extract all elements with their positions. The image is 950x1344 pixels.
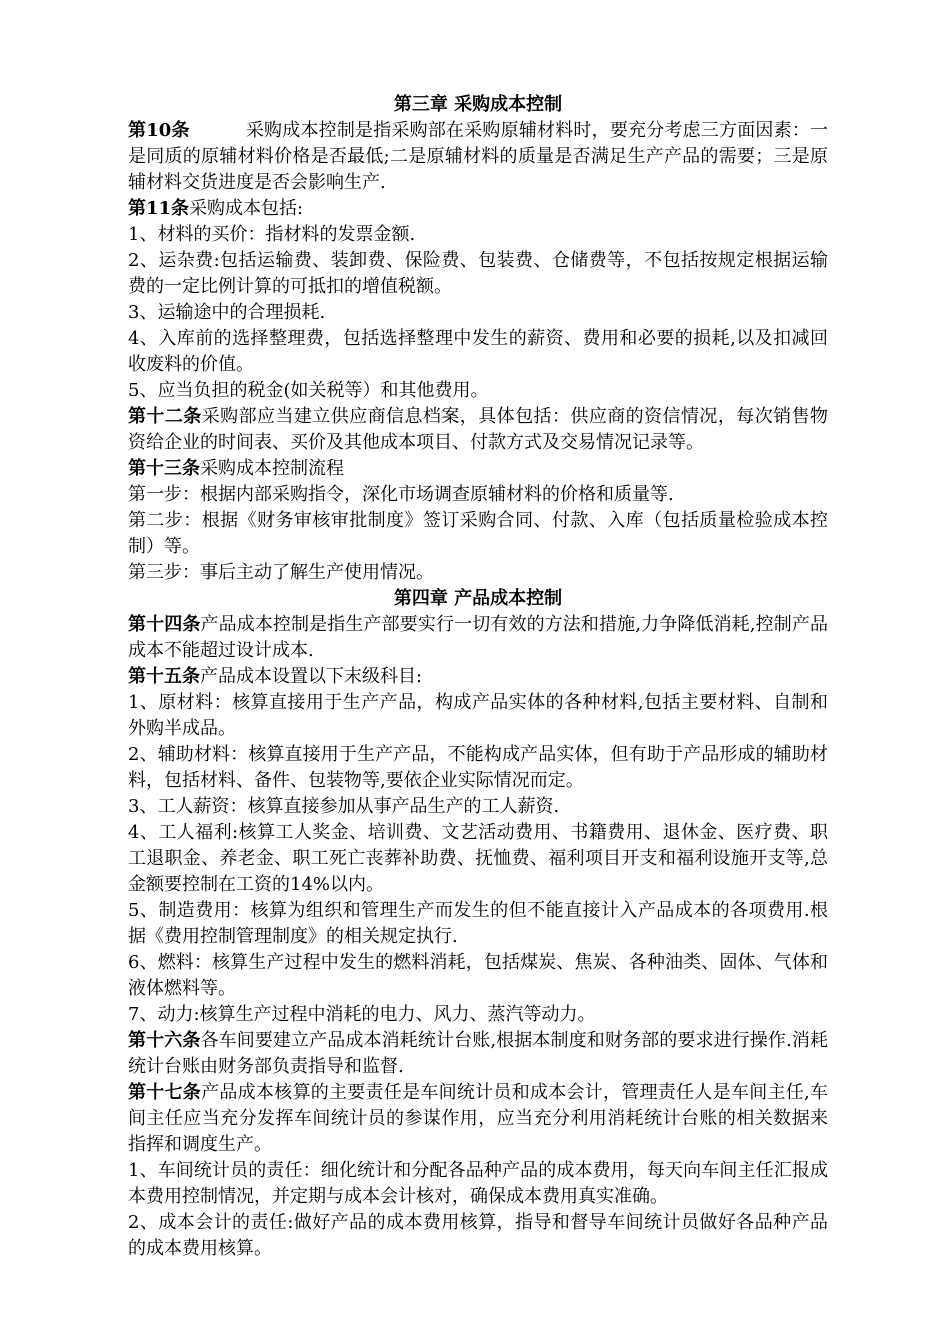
- article-13-text: 采购成本控制流程: [200, 458, 344, 479]
- article-15-item: 1、原材料：核算直接用于生产产品，构成产品实体的各种材料,包括主要材料、自制和外购半成品。: [128, 692, 828, 739]
- article-16-text: 各车间要建立产品成本消耗统计台账,根据本制度和财务部的要求进行操作.消耗统计台账由财务部负责指导和监督.: [128, 1030, 828, 1077]
- article-12-text: 采购部应当建立供应商信息档案，具体包括：供应商的资信情况，每次销售物资给企业的时间表、买价及其他成本项目、付款方式及交易情况记录等。: [128, 406, 829, 453]
- article-15-item: 7、动力:核算生产过程中消耗的电力、风力、蒸汽等动力。: [128, 1004, 596, 1025]
- article-15: [128, 664, 828, 690]
- article-10: [128, 118, 828, 196]
- article-15-item: 4、工人福利:核算工人奖金、培训费、文艺活动费用、书籍费用、退休金、医疗费、职工退职金、养老金、职工死亡丧葬补助费、抚恤费、福利项目开支和福利设施开支等,总金额要控制在工资的14%以内。: [128, 822, 828, 895]
- chapter-3-title: 第三章 采购成本控制: [393, 94, 563, 115]
- article-16: [128, 1028, 828, 1080]
- article-10-text: 采购成本控制是指采购部在采购原辅材料时，要充分考虑三方面因素：一是同质的原辅材料价格是否最低;二是原辅材料的质量是否满足生产产品的需要；三是原辅材料交货进度是否会影响生产.: [128, 120, 828, 193]
- article-17-item: 1、车间统计员的责任：细化统计和分配各品种产品的成本费用，每天向车间主任汇报成本费用控制情况，并定期与成本会计核对，确保成本费用真实准确。: [128, 1160, 828, 1207]
- article-13-step: 第二步：根据《财务审核审批制度》签订采购合同、付款、入库（包括质量检验成本控制）等。: [128, 510, 828, 557]
- article-13-step: 第三步：事后主动了解生产使用情况。: [128, 562, 434, 583]
- article-14: [128, 612, 828, 664]
- article-10-label: 第10条: [128, 120, 190, 141]
- article-11-label: 第11条: [128, 198, 190, 219]
- article-11: [128, 196, 828, 222]
- article-17-label: 第十七条: [128, 1082, 202, 1103]
- article-11-item: 1、材料的买价：指材料的发票金额.: [128, 224, 416, 245]
- article-11-item: 2、运杂费:包括运输费、装卸费、保险费、包装费、仓储费等，不包括按规定根据运输费的一定比例计算的可抵扣的增值税额。: [128, 250, 828, 297]
- article-15-label: 第十五条: [128, 666, 200, 687]
- article-15-item: 3、工人薪资：核算直接参加从事产品生产的工人薪资.: [128, 796, 560, 817]
- article-11-text: 采购成本包括:: [189, 198, 304, 219]
- article-11-item: 5、应当负担的税金(如关税等）和其他费用。: [128, 380, 489, 401]
- article-13-step: 第一步：根据内部采购指令，深化市场调查原辅材料的价格和质量等.: [128, 484, 674, 505]
- article-11-item: 4、入库前的选择整理费，包括选择整理中发生的薪资、费用和必要的损耗,以及扣减回收废料的价值。: [128, 328, 828, 375]
- article-17-text: 产品成本核算的主要责任是车间统计员和成本会计，管理责任人是车间主任,车间主任应当充分发挥车间统计员的参谋作用，应当充分利用消耗统计台账的相关数据来指挥和调度生产。: [128, 1082, 829, 1155]
- article-12-label: 第十二条: [128, 406, 202, 427]
- article-12: [128, 404, 828, 456]
- article-15-item: 5、制造费用：核算为组织和管理生产而发生的但不能直接计入产品成本的各项费用.根据《费用控制管理制度》的相关规定执行.: [128, 900, 828, 947]
- article-14-label: 第十四条: [128, 614, 201, 635]
- article-17-item: 2、成本会计的责任:做好产品的成本费用核算，指导和督导车间统计员做好各品种产品的成本费用核算。: [128, 1212, 828, 1259]
- document-page: [128, 92, 828, 1262]
- article-13-label: 第十三条: [128, 458, 200, 479]
- article-13: [128, 456, 828, 482]
- article-17: [128, 1080, 828, 1158]
- article-15-item: 6、燃料：核算生产过程中发生的燃料消耗，包括煤炭、焦炭、各种油类、固体、气体和液体燃料等。: [128, 952, 828, 999]
- article-15-item: 2、辅助材料：核算直接用于生产产品，不能构成产品实体，但有助于产品形成的辅助材料，包括材料、备件、包装物等,要依企业实际情况而定。: [128, 744, 828, 791]
- article-15-text: 产品成本设置以下末级科目:: [200, 666, 423, 687]
- article-16-label: 第十六条: [128, 1030, 201, 1051]
- article-11-item: 3、运输途中的合理损耗.: [128, 302, 326, 323]
- chapter-4-title: 第四章 产品成本控制: [393, 588, 563, 609]
- article-14-text: 产品成本控制是指生产部要实行一切有效的方法和措施,力争降低消耗,控制产品成本不能超过设计成本.: [128, 614, 828, 661]
